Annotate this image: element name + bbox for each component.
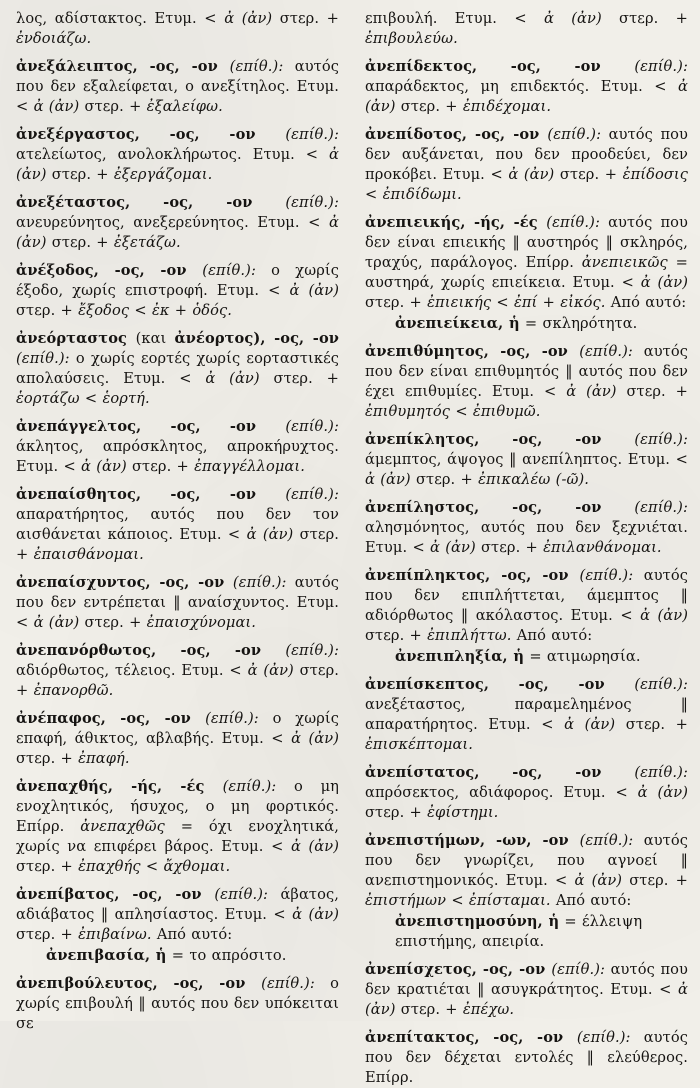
headword-or-bold-text: ἀνεπάγγελτος, -ος, -ον: [16, 418, 286, 435]
body-text: ατελείωτος, ανολοκλήρωτος. Ετυμ. <: [16, 146, 330, 163]
italic-text: (επίθ.):: [222, 778, 277, 795]
headword-or-bold-text: ἀνεπιστημοσύνη, ἡ: [395, 913, 560, 930]
italic-text: ἀ (ἀν): [365, 78, 688, 115]
italic-text: ἀ (ἀν): [292, 906, 339, 923]
italic-text: (επίθ.):: [285, 194, 339, 211]
dictionary-entry: [365, 430, 688, 490]
continued-entry-text: [365, 9, 688, 49]
headword-or-bold-text: ἀνεόρταστος: [16, 330, 136, 347]
italic-text: ἔξοδος: [78, 302, 130, 319]
body-text: = σκληρότητα.: [519, 315, 638, 332]
body-text: αυτός που δεν εντρέπεται ‖ αναίσχυντος. Ετυμ. <: [16, 574, 339, 631]
headword-or-bold-text: ἀνέπαφος, -ος, -ον: [16, 710, 206, 727]
italic-text: ὁδός.: [192, 302, 233, 319]
italic-text: ἀ (ἀν): [543, 10, 602, 27]
headword-or-bold-text: ἀνεπιεικής, -ής, -ές: [365, 214, 547, 231]
body-text: αδιόρθωτος, τέλειος. Ετυμ. <: [16, 662, 248, 679]
italic-text: ἐξαλείφω.: [146, 98, 223, 115]
dictionary-entry: [16, 417, 339, 477]
body-text: = ατιμωρησία.: [524, 648, 641, 665]
body-text: στερ. +: [554, 166, 623, 183]
italic-text: ἐπιθυμητός: [365, 403, 451, 420]
body-text: = αυστηρά, χωρίς επιείκεια. Ετυμ. <: [365, 254, 688, 291]
right-column: [365, 9, 689, 1086]
headword-or-bold-text: ἀνεπίδεκτος, -ος, -ον: [365, 58, 635, 75]
dictionary-entry: [16, 193, 339, 253]
italic-text: (επίθ.):: [634, 676, 688, 693]
body-text: ο μη ενοχλητικός, ήσυχος, ο μη φορτικός. Επίρρ.: [16, 778, 339, 835]
italic-text: ἀ (ἀν): [290, 838, 340, 855]
headword-or-bold-text: ἀνεπαίσχυντος, -ος, -ον: [16, 574, 233, 591]
headword-or-bold-text: ἀνεπίσκεπτος, -ος, -ον: [365, 676, 635, 693]
italic-text: ἀ (ἀν): [224, 10, 273, 27]
headword-or-bold-text: ἀνεξέταστος, -ος, -ον: [16, 194, 286, 211]
headword-or-bold-text: ἀνεπίστατος, -ος, -ον: [365, 764, 635, 781]
body-text: στερ. +: [615, 716, 688, 733]
dictionary-entry: [365, 498, 688, 558]
dictionary-entry: [16, 57, 339, 117]
sub-entry: [365, 314, 688, 334]
italic-text: ἐπί: [513, 294, 538, 311]
italic-text: (επίθ.):: [214, 886, 269, 903]
dictionary-entry: [365, 125, 688, 205]
dictionary-entry: [365, 675, 688, 755]
italic-text: ἐπαισθάνομαι.: [33, 546, 144, 563]
italic-text: ἀ (ἀν): [365, 981, 688, 1018]
body-text: άβατος, αδιάβατος ‖ απλησίαστος. Ετυμ. <: [16, 886, 339, 923]
body-text: απαρατήρητος, αυτός που δεν τον αισθάνεται κάποιος. Ετυμ. <: [16, 506, 339, 543]
italic-text: ἀ (ἀν): [16, 214, 339, 251]
headword-or-bold-text: ἀνεπίληστος, -ος, -ον: [365, 499, 635, 516]
body-text: στερ. +: [616, 383, 689, 400]
dictionary-entry: [16, 974, 339, 1034]
italic-text: ἀ (ἀν): [365, 471, 411, 488]
sub-entry: [365, 647, 688, 667]
italic-text: ἀ (ἀν): [205, 370, 260, 387]
dictionary-entry: [16, 641, 339, 701]
italic-text: ἑορτάζω: [16, 390, 80, 407]
body-text: Από αυτό:: [605, 294, 687, 311]
italic-text: ἐξεργάζομαι.: [113, 166, 213, 183]
headword-or-bold-text: ἀνεπίπληκτος, -ος, -ον: [365, 567, 580, 584]
italic-text: (επίθ.):: [551, 961, 606, 978]
headword-or-bold-text: ἀνεπανόρθωτος, -ος, -ον: [16, 642, 286, 659]
body-text: στερ. +: [16, 662, 339, 699]
italic-text: ἐπιθυμῶ.: [472, 403, 541, 420]
italic-text: ἐπαγγέλλομαι.: [194, 458, 305, 475]
headword-or-bold-text: ἀνεπίκλητος, -ος, -ον: [365, 431, 635, 448]
body-text: στερ. +: [16, 750, 79, 767]
body-text: <: [140, 858, 164, 875]
italic-text: ἀ (ἀν): [508, 166, 555, 183]
italic-text: ἐπισκέπτομαι.: [365, 736, 473, 753]
italic-text: (επίθ.):: [546, 214, 600, 231]
body-text: <: [365, 186, 383, 203]
body-text: απαράδεκτος, μη επιδεκτός. Ετυμ. <: [365, 78, 679, 95]
body-text: <: [446, 892, 469, 909]
headword-or-bold-text: ἀνεπίσχετος, -ος, -ον: [365, 961, 552, 978]
italic-text: ἀ (ἀν): [566, 383, 617, 400]
body-text: ο χωρίς έξοδο, χωρίς επιστροφή. Ετυμ. <: [16, 262, 339, 299]
headword-or-bold-text: ἀνεπιβούλευτος, -ος, -ον: [16, 975, 262, 992]
dictionary-entry: [365, 763, 688, 823]
body-text: στερ. +: [365, 627, 428, 644]
italic-text: ἐπιλανθάνομαι.: [543, 539, 662, 556]
dictionary-entry: [16, 709, 339, 769]
dictionary-entry: [365, 960, 688, 1020]
headword-or-bold-text: ἀνεξάλειπτος, -ος, -ον: [16, 58, 230, 75]
italic-text: (επίθ.):: [634, 764, 688, 781]
body-text: στερ. +: [79, 614, 147, 631]
italic-text: (επίθ.):: [576, 1029, 631, 1046]
italic-text: ἀ (ἀν): [637, 784, 688, 801]
body-text: <: [129, 302, 152, 319]
body-text: στερ. +: [601, 10, 688, 27]
italic-text: ἑορτή.: [102, 390, 150, 407]
italic-text: ἀ (ἀν): [574, 872, 623, 889]
italic-text: ἀ (ἀν): [564, 716, 616, 733]
italic-text: ἐπιστήμων: [365, 892, 447, 909]
body-text: (και: [135, 330, 175, 347]
body-text: στερ. +: [475, 539, 544, 556]
italic-text: ἀ (ἀν): [81, 458, 127, 475]
italic-text: ἀ (ἀν): [640, 274, 688, 291]
headword-or-bold-text: ἀνέξοδος, -ος, -ον: [16, 262, 203, 279]
headword-or-bold-text: ἀνεξέργαστος, -ος, -ον: [16, 126, 286, 143]
body-text: στερ. +: [410, 471, 479, 488]
body-text: = όχι ενοχλητικά, χωρίς να επιφέρει βάρος. Ετυμ. <: [16, 818, 339, 855]
italic-text: ἐπανορθῶ.: [33, 682, 114, 699]
italic-text: ἐπικαλέω (-ῶ).: [478, 471, 590, 488]
italic-text: εἰκός.: [560, 294, 606, 311]
body-text: στερ. +: [259, 370, 339, 387]
italic-text: ἐπιδέχομαι.: [462, 98, 552, 115]
italic-text: ἀ (ἀν): [247, 662, 294, 679]
body-text: στερ. +: [365, 804, 428, 821]
dictionary-entry: [16, 261, 339, 321]
italic-text: (επίθ.):: [285, 642, 339, 659]
italic-text: (επίθ.):: [232, 574, 287, 591]
sub-entry: [365, 912, 688, 952]
body-text: αυτός που δεν κρατιέται ‖ ασυγκράτητος. Ετυμ. <: [365, 961, 688, 998]
body-text: Από αυτό:: [550, 892, 632, 909]
italic-text: ἐπίσταμαι.: [468, 892, 551, 909]
body-text: στερ. +: [16, 926, 79, 943]
italic-text: ἀ (ἀν): [246, 526, 294, 543]
body-text: στερ. +: [272, 10, 339, 27]
body-text: στερ. +: [126, 458, 195, 475]
body-text: άμεμπτος, άψογος ‖ ανεπίληπτος. Ετυμ. <: [365, 451, 688, 468]
body-text: +: [537, 294, 561, 311]
body-text: ο χωρίς επιβουλή ‖ αυτός που δεν υπόκειται σε: [16, 975, 339, 1032]
italic-text: (επίθ.):: [634, 431, 688, 448]
body-text: = έλλειψη επιστήμης, απειρία.: [395, 913, 643, 950]
sub-entry: [16, 946, 339, 966]
italic-text: (επίθ.):: [579, 343, 633, 360]
body-text: στερ. +: [46, 234, 114, 251]
left-column: [16, 9, 340, 1032]
italic-text: ἀ (ἀν): [640, 607, 688, 624]
headword-or-bold-text: ἀνεπιπληξία, ἡ: [395, 648, 525, 665]
dictionary-entry: [365, 566, 688, 646]
dictionary-entry: [16, 329, 339, 409]
body-text: <: [79, 390, 103, 407]
italic-text: (επίθ.):: [202, 262, 256, 279]
body-text: στερ. +: [395, 98, 463, 115]
headword-or-bold-text: ἀνεπίδοτος, -ος, -ον: [365, 126, 548, 143]
body-text: ανευρεύνητος, ανεξερεύνητος. Ετυμ. <: [16, 214, 330, 231]
italic-text: (επίθ.):: [16, 350, 70, 367]
headword-or-bold-text: ἀνεπιείκεια, ἡ: [395, 315, 520, 332]
headword-or-bold-text: ἀνεπαχθής, -ής, -ές: [16, 778, 223, 795]
headword-or-bold-text: ἀνεπιστήμων, -ων, -ον: [365, 832, 580, 849]
italic-text: (επίθ.):: [579, 832, 634, 849]
italic-text: ἐπιβουλεύω.: [365, 30, 458, 47]
body-text: απρόσεκτος, αδιάφορος. Ετυμ. <: [365, 784, 638, 801]
italic-text: ἀ (ἀν): [289, 282, 339, 299]
italic-text: (επίθ.):: [634, 499, 688, 516]
headword-or-bold-text: ἀνέορτος), -ος, -ον: [174, 330, 339, 347]
body-text: αυτός που δεν είναι επιεικής ‖ αυστηρός ‖ σκληρός, τραχύς, παράλογος. Επίρρ.: [365, 214, 688, 271]
body-text: αυτός που δεν εξαλείφεται, ο ανεξίτηλος. Ετυμ. <: [16, 58, 339, 115]
body-text: Από αυτό:: [151, 926, 233, 943]
body-text: στερ. +: [622, 872, 688, 889]
body-text: <: [450, 403, 473, 420]
body-text: ανεξέταστος, παραμελημένος ‖ απαρατήρητος. Ετυμ. <: [365, 696, 688, 733]
italic-text: ἐπέχω.: [462, 1001, 515, 1018]
italic-text: ἐκ: [151, 302, 170, 319]
italic-text: ἀ (ἀν): [291, 730, 339, 747]
italic-text: ἀ (ἀν): [33, 98, 80, 115]
dictionary-entry: [16, 573, 339, 633]
italic-text: ἐπιβαίνω.: [78, 926, 152, 943]
italic-text: ἄχθομαι.: [163, 858, 231, 875]
italic-text: (επίθ.):: [205, 710, 259, 727]
dictionary-entry: [365, 342, 688, 422]
italic-text: ἐπιδίδωμι.: [382, 186, 462, 203]
body-text: άκλητος, απρόσκλητος, απροκήρυχτος. Ετυμ. <: [16, 438, 339, 475]
body-text: ο χωρίς επαφή, άθικτος, αβλαβής. Ετυμ. <: [16, 710, 339, 747]
italic-text: (επίθ.):: [285, 418, 339, 435]
body-text: στερ. +: [16, 526, 339, 563]
dictionary-entry: [16, 777, 339, 877]
italic-text: (επίθ.):: [261, 975, 315, 992]
italic-text: (επίθ.):: [285, 486, 339, 503]
dictionary-entry: [365, 57, 688, 117]
body-text: επιβουλή. Ετυμ. <: [365, 10, 544, 27]
italic-text: ἐνδοιάζω.: [16, 30, 92, 47]
body-text: = το απρόσιτο.: [166, 947, 287, 964]
headword-or-bold-text: ἀνεπίτακτος, -ος, -ον: [365, 1029, 577, 1046]
body-text: στερ. +: [16, 858, 79, 875]
body-text: Από αυτό:: [511, 627, 593, 644]
body-text: <: [491, 294, 514, 311]
dictionary-entry: [365, 831, 688, 911]
dictionary-entry: [365, 213, 688, 313]
italic-text: ἐπαχθής: [78, 858, 141, 875]
body-text: αυτός που δεν είναι επιθυμητός ‖ αυτός που δεν έχει επιθυμίες. Ετυμ. <: [365, 343, 689, 400]
headword-or-bold-text: ἀνεπιθύμητος, -ος, -ον: [365, 343, 580, 360]
italic-text: (επίθ.):: [229, 58, 284, 75]
italic-text: ἐξετάζω.: [113, 234, 181, 251]
italic-text: ἐπιπλήττω.: [427, 627, 512, 644]
italic-text: ἐφίστημι.: [427, 804, 499, 821]
italic-text: ἐπαφή.: [78, 750, 130, 767]
body-text: στερ. +: [79, 98, 147, 115]
body-text: αυτός που δεν δέχεται εντολές ‖ ελεύθερος. Επίρρ.: [365, 1029, 688, 1086]
italic-text: ἀ (ἀν): [33, 614, 80, 631]
headword-or-bold-text: ἀνεπαίσθητος, -ος, -ον: [16, 486, 286, 503]
body-text: αυτός που δεν αυξάνεται, που δεν προοδεύει, δεν προκόβει. Ετυμ. <: [365, 126, 688, 183]
body-text: αυτός που δεν επιπλήττεται, άμεμπτος ‖ αδιόρθωτος ‖ ακόλαστος. Ετυμ. <: [365, 567, 689, 624]
italic-text: ἐπίδοσις: [622, 166, 689, 183]
italic-text: (επίθ.):: [634, 58, 688, 75]
italic-text: ἀ (ἀν): [430, 539, 476, 556]
body-text: αυτός που δεν γνωρίζει, που αγνοεί ‖ ανεπιστημονικός. Ετυμ. <: [365, 832, 689, 889]
body-text: στερ. +: [46, 166, 114, 183]
dictionary-entry: [16, 125, 339, 185]
body-text: στερ. +: [395, 1001, 463, 1018]
body-text: αλησμόνητος, αυτός που δεν ξεχνιέται. Ετυμ. <: [365, 519, 688, 556]
italic-text: ἀ (ἀν): [16, 146, 339, 183]
dictionary-entry: [16, 885, 339, 945]
body-text: λος, αδίστακτος. Ετυμ. <: [16, 10, 225, 27]
italic-text: ἀνεπιεικῶς: [581, 254, 668, 271]
italic-text: ἀνεπαχθῶς: [80, 818, 165, 835]
body-text: +: [169, 302, 193, 319]
italic-text: (επίθ.):: [579, 567, 634, 584]
dictionary-entry: [365, 1028, 688, 1088]
headword-or-bold-text: ἀνεπίβατος, -ος, -ον: [16, 886, 215, 903]
italic-text: (επίθ.):: [547, 126, 602, 143]
headword-or-bold-text: ἀνεπιβασία, ἡ: [46, 947, 167, 964]
continued-entry-text: [16, 9, 339, 49]
body-text: στερ. +: [16, 302, 79, 319]
italic-text: (επίθ.):: [285, 126, 339, 143]
body-text: ο χωρίς εορτές χωρίς εορταστικές απολαύσεις. Ετυμ. <: [16, 350, 339, 387]
body-text: στερ. +: [365, 294, 428, 311]
italic-text: ἐπιεικής: [427, 294, 492, 311]
italic-text: ἐπαισχύνομαι.: [146, 614, 256, 631]
dictionary-entry: [16, 485, 339, 565]
